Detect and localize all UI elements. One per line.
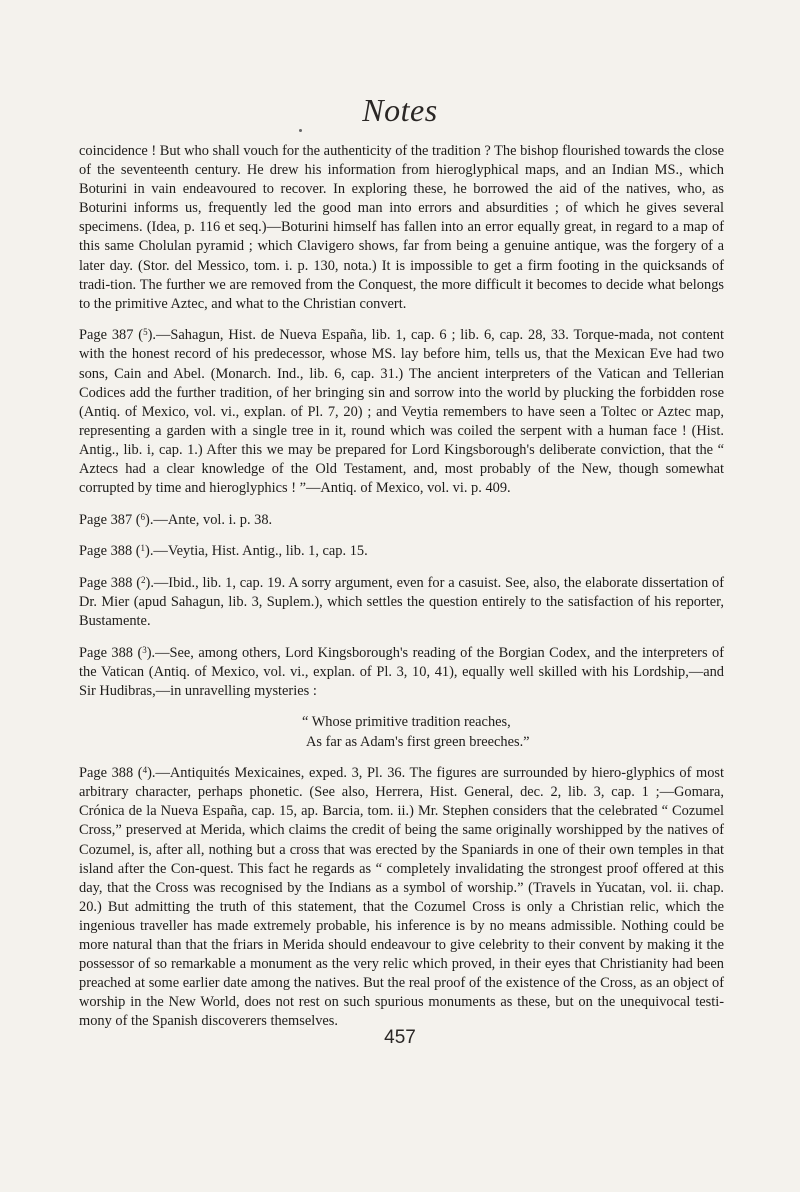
running-head: Notes xyxy=(362,92,438,128)
note-paragraph xyxy=(79,142,724,314)
note-text: ).—Ante, vol. i. p. 38. xyxy=(145,511,273,528)
note-paragraph xyxy=(79,764,724,1031)
note-text: ).—See, among others, Lord Kingsborough's reading of the Borgian Codex, and the interpreters of the Vatican (Antiq. of Mexico, vol. vi., explan. of Pl. 3, 10, 41), equally well skilled with his Lordship,—and Sir Hudibras,—in unravelling mysteries : xyxy=(79,644,725,699)
note-ref: 5 xyxy=(143,327,148,338)
note-text: ).—Sahagun, Hist. de Nueva España, lib. 1, cap. 6 ; lib. 6, cap. 28, 33. Torque-mada, not content with the honest record of his predecessor, whose MS. lay before him, tells us, that the Mexican Eve had two sons, Cain and Abel. (Monarch. Ind., lib. 6, cap. 31.) The ancient interpreters of the Vatican and Tellerian Codices add the further tradition, of her bringing sin and sorrow into the world by plucking the forbidden rose (Antiq. of Mexico, vol. vi., explan. of Pl. 7, 20) ; and Veytia remembers to have seen a Toltec or Aztec map, representing a garden with a single tree in it, round which was coiled the serpent with a human face ! (Hist. Antig., lib. i, cap. 1.) After this we may be prepared for Lord Kingsborough's deliberate conviction, that the “ Aztecs had a clear knowledge of the Old Testament, and, most probably of the New, though somewhat corrupted by time and hieroglyphics ! ”—Antiq. of Mexico, vol. vi. p. 409. xyxy=(79,327,725,497)
note-lead: Page 387 ( xyxy=(79,327,144,344)
note-lead: Page 387 ( xyxy=(79,511,141,528)
note-paragraph xyxy=(79,644,724,701)
note-lead: Page 388 ( xyxy=(79,765,143,782)
note-paragraph xyxy=(79,574,724,631)
note-lead: Page 388 ( xyxy=(79,644,143,661)
verse-line: As far as Adam's first green breeches.” xyxy=(306,733,530,750)
verse-quotation xyxy=(79,713,724,751)
note-ref: 1 xyxy=(140,543,146,554)
note-ref: 4 xyxy=(142,765,148,776)
note-ref: 2 xyxy=(141,574,146,585)
verse-line: “ Whose primitive tradition reaches, xyxy=(302,714,511,731)
note-lead: Page 388 ( xyxy=(79,574,142,591)
note-text: ).—Antiquités Mexicaines, exped. 3, Pl. 36. The figures are surrounded by hiero-glyphics of most arbitrary character, perhaps phonetic. (See also, Herrera, Hist. General, dec. 2, lib. 3, cap. 1 ;—Gomara, Crónica de la Nueva España, cap. 15, ap. Barcia, tom. ii.) Mr. Stephen considers that the celebrated “ Cozumel Cross,” preserved at Merida, which claims the credit of being the same originally worshipped by the natives of Cozumel, is, after all, nothing but a cross that was erected by the Spaniards in one of their own temples in that island after the Con-quest. This fact he regards as “ completely invalidating the strongest proof offered at this day, that the Cross was recognised by the Indians as a symbol of worship.” (Travels in Yucatan, vol. ii. chap. 20.) But admitting the truth of this statement, that the Cozumel Cross is only a Christian relic, which the ingenious traveller has made extremely probable, his inference is by no means admissible. Nothing could be more natural than that the friars in Merida should endeavour to give celebrity to their convent by making it the possessor of so remarkable a monument as the very relic which proved, in their eyes that Christianity had been preached at some earlier date among the natives. But the real proof of the existence of the Cross, as an object of worship in the New World, does not rest on such spurious monuments as these, but on the unequivocal testi-mony of the Spanish discoverers themselves. xyxy=(79,765,725,1030)
note-text: ).—Veytia, Hist. Antig., lib. 1, cap. 15. xyxy=(145,543,368,560)
notes-body xyxy=(79,142,724,1044)
note-paragraph xyxy=(79,542,724,561)
note-text: ).—Ibid., lib. 1, cap. 19. A sorry argument, even for a casuist. See, also, the elaborate dissertation of Dr. Mier (apud Sahagun, lib. 3, Suplem.), which settles the question entirely to the satisfaction of his reporter, Bustamente. xyxy=(79,574,724,630)
note-paragraph xyxy=(79,326,724,498)
note-paragraph xyxy=(79,511,724,530)
print-speck xyxy=(299,129,302,132)
note-ref: 6 xyxy=(140,511,146,522)
note-text: coincidence ! But who shall vouch for the authenticity of the tradition ? The bishop flourished towards the close of the seventeenth century. He drew his information from hieroglyphical maps, and an Indian MS., which Boturini in vain endeavoured to recover. In exploring these, he borrowed the aid of the natives, who, as Boturini informs us, frequently led the good man into errors and absurdities ; of which he gives several specimens. (Idea, p. 116 et seq.)—Boturini himself has fallen into an error equally great, in regard to a map of this same Cholulan pyramid ; which Clavigero shows, far from being a genuine antique, was the forgery of a later day. (Stor. del Messico, tom. i. p. 130, nota.) It is impossible to get a firm footing in the quicksands of tradi-tion. The further we are removed from the Conquest, the more difficult it becomes to decide what belongs to the primitive Aztec, and what to the Christian convert. xyxy=(79,143,724,312)
page-number: 457 xyxy=(384,1027,416,1048)
note-ref: 3 xyxy=(142,644,147,655)
note-lead: Page 388 ( xyxy=(79,543,141,560)
